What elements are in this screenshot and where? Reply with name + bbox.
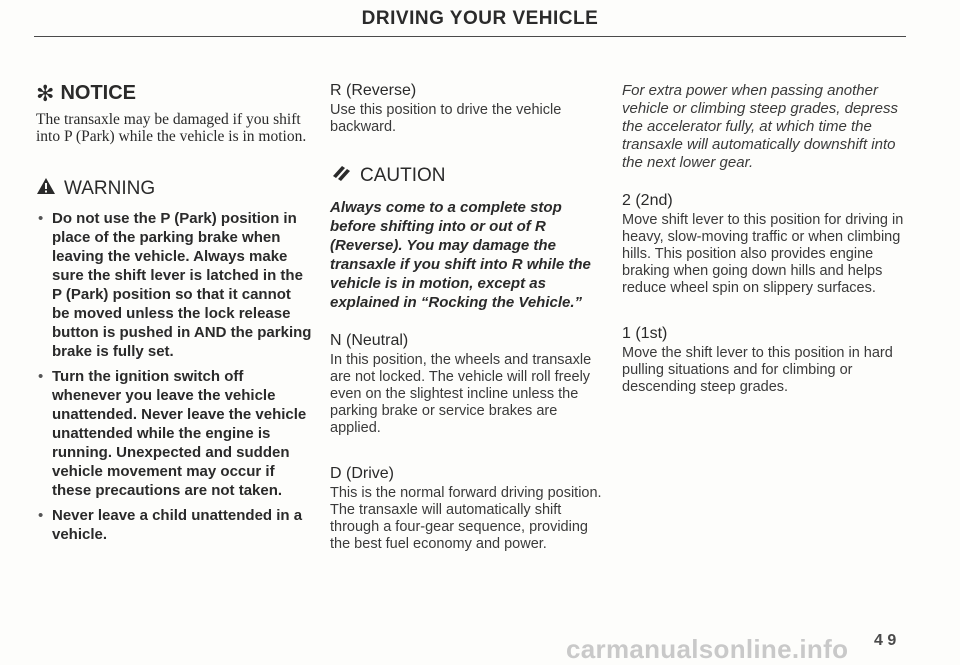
first-gear-title: 1 (1st): [622, 325, 668, 342]
notice-title: NOTICE: [60, 82, 136, 104]
caution-hand-icon: [330, 164, 352, 188]
warning-item: • Never leave a child unattended in a vehicle.: [36, 506, 312, 544]
drive-title: D (Drive): [330, 465, 394, 482]
caution-heading: [330, 164, 602, 188]
drive-tip: For extra power when passing another vehicle or climbing steep grades, depress the accelerator fully, at which time the transaxle will automatically downshift into the next lower gear.: [622, 82, 898, 171]
notice-asterisk-icon: ✻: [36, 80, 55, 106]
reverse-title: R (Reverse): [330, 82, 417, 99]
column-left: [36, 82, 312, 550]
neutral-title: N (Neutral): [330, 332, 409, 349]
column-right: [622, 82, 906, 396]
caution-title: CAUTION: [360, 165, 446, 186]
page-number: 4 9: [874, 632, 897, 649]
drive-body: This is the normal forward driving position. The transaxle will automatically shift through a four-gear sequence, providing the best fuel economy and power.: [330, 485, 602, 552]
first-gear-body: Move the shift lever to this position in hard pulling situations and for climbing or descending steep grades.: [622, 345, 893, 395]
watermark: carmanualsonline.info: [566, 634, 849, 664]
warning-item: • Turn the ignition switch off whenever you leave the vehicle unattended. Never leave the vehicle unattended while the engine is running. Unexpected and sudden vehicle movement may occur if these precautions are not taken.: [36, 367, 312, 500]
notice-heading: [36, 82, 312, 105]
warning-list: [36, 209, 312, 544]
column-middle: [330, 82, 602, 553]
warning-title: WARNING: [64, 178, 156, 199]
neutral-body: In this position, the wheels and transaxle are not locked. The vehicle will roll freely even on the slightest incline unless the parking brake or service brakes are applied.: [330, 352, 592, 436]
warning-item: • Do not use the P (Park) position in place of the parking brake when leaving the vehicle. Always make sure the shift lever is latched in the P (Park) position so that it cannot be moved unless the lock release button is pushed in AND the parking brake is fully set.: [36, 209, 312, 361]
warning-heading: [36, 177, 312, 201]
header-rule: [34, 36, 906, 37]
caution-body: Always come to a complete stop before shifting into or out of R (Reverse). You may damage the transaxle if you shift into R while the vehicle is in motion, except as explained in “Rocking the Vehicle.”: [330, 199, 591, 311]
warning-triangle-icon: [36, 177, 56, 201]
reverse-body: Use this position to drive the vehicle backward.: [330, 102, 562, 135]
notice-body: The transaxle may be damaged if you shift into P (Park) while the vehicle is in motion.: [36, 111, 307, 145]
second-gear-body: Move shift lever to this position for driving in heavy, slow-moving traffic or when climbing hills. This position also provides engine braking when going down hills and helps reduce wheel spin on slippery surfaces.: [622, 212, 904, 296]
page-header: DRIVING YOUR VEHICLE: [361, 8, 599, 29]
second-gear-title: 2 (2nd): [622, 192, 673, 209]
